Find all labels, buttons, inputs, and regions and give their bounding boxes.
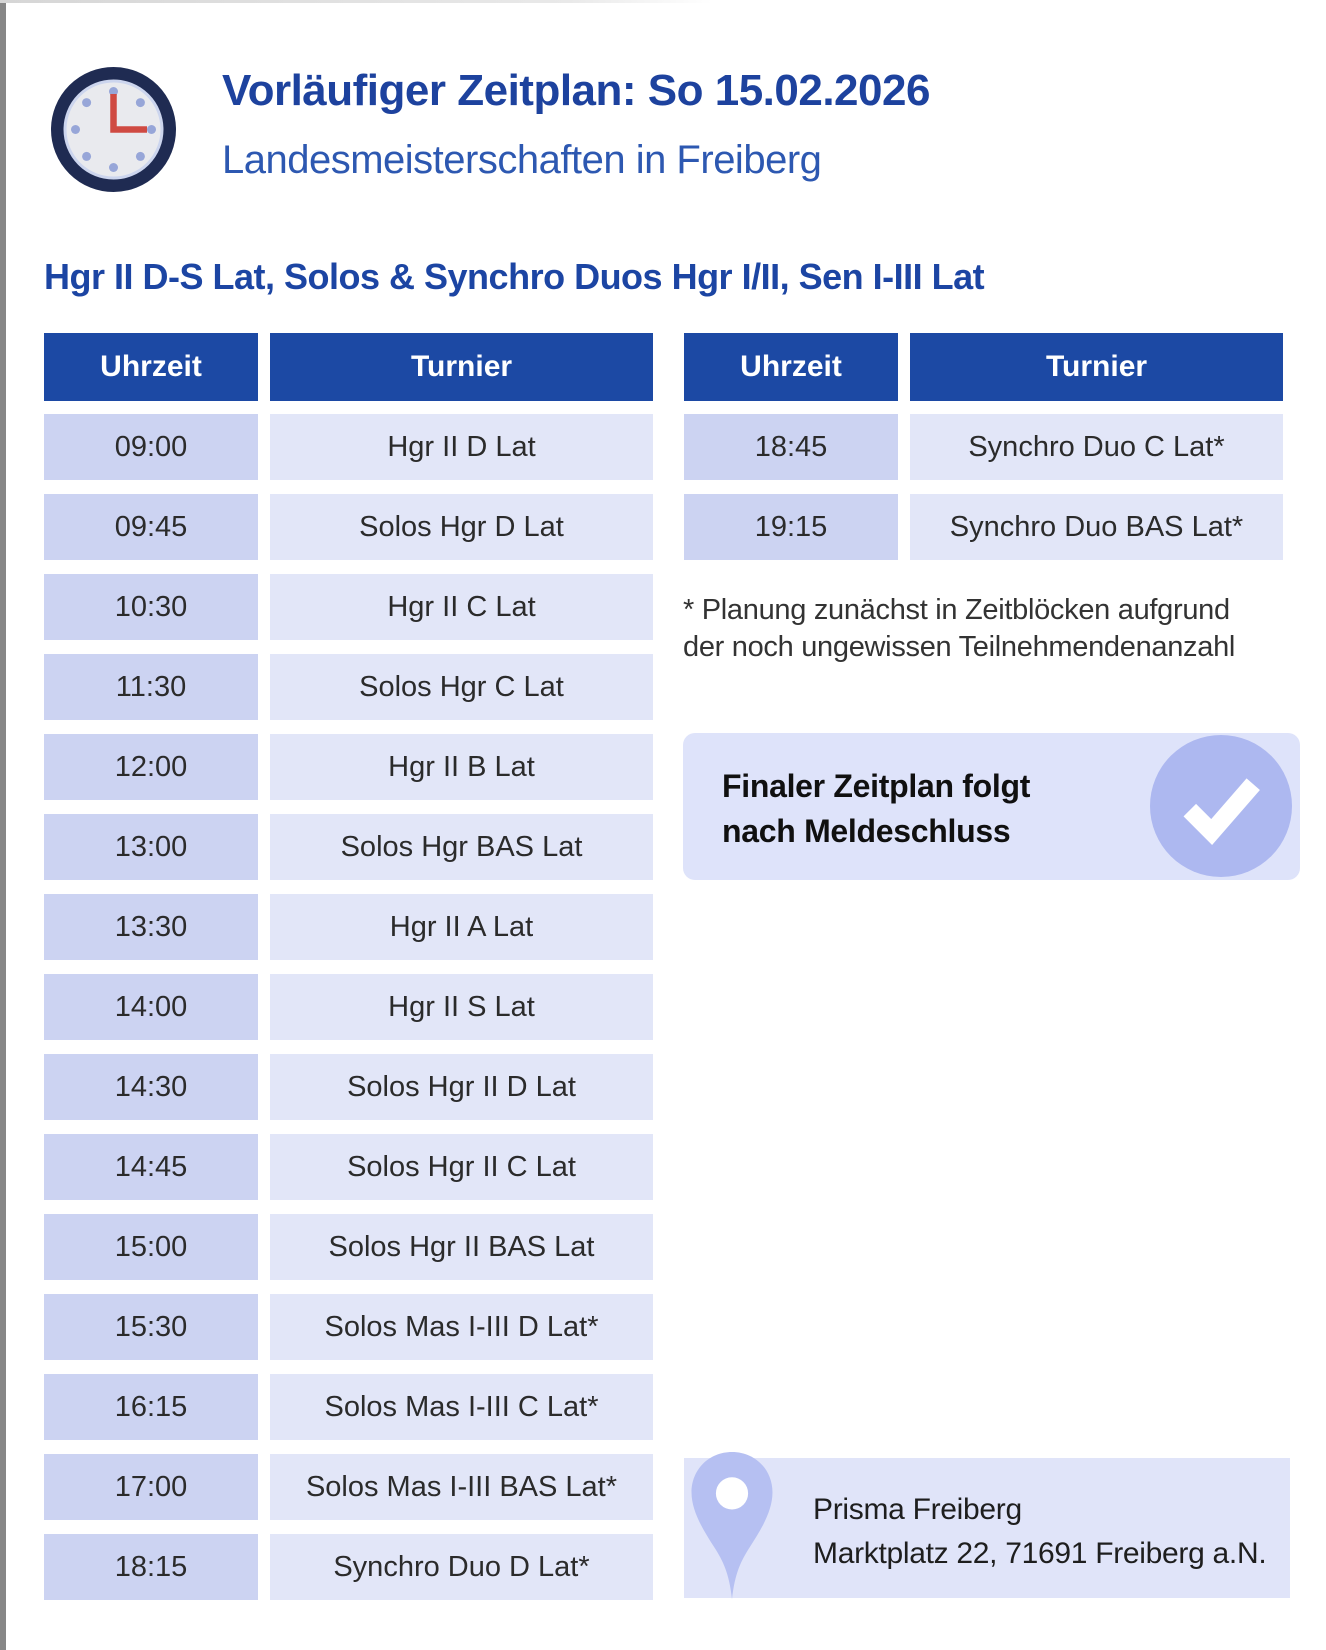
- row-time-cell: 13:00: [44, 814, 258, 880]
- location-pin-icon: [686, 1450, 778, 1602]
- row-time-cell: 11:30: [44, 654, 258, 720]
- row-time-cell: 18:15: [44, 1534, 258, 1600]
- row-time-cell: 14:45: [44, 1134, 258, 1200]
- checkmark-icon: [1150, 735, 1292, 877]
- event-column-header: Turnier: [910, 333, 1283, 401]
- table-header-row: [684, 333, 1283, 401]
- row-event-cell: Solos Hgr D Lat: [270, 494, 653, 560]
- footnote-line-2: der noch ungewissen Teilnehmendenanzahl: [683, 631, 1236, 663]
- table-row: [684, 414, 1283, 480]
- time-column-header: Uhrzeit: [684, 333, 898, 401]
- table-row: [684, 494, 1283, 560]
- page-left-border: [0, 0, 6, 1650]
- row-event-cell: Hgr II A Lat: [270, 894, 653, 960]
- row-time-cell: 12:00: [44, 734, 258, 800]
- table-row: [44, 1214, 653, 1280]
- location-text: [813, 1488, 1266, 1576]
- schedule-table-evening: [684, 333, 1283, 574]
- table-row: [44, 654, 653, 720]
- table-row: [44, 974, 653, 1040]
- clock-icon: [50, 66, 177, 193]
- page-top-border: [0, 0, 712, 3]
- page-subtitle: Landesmeisterschaften in Freiberg: [222, 138, 822, 182]
- row-time-cell: 09:00: [44, 414, 258, 480]
- table-row: [44, 1374, 653, 1440]
- location-address: Marktplatz 22, 71691 Freiberg a.N.: [813, 1537, 1267, 1570]
- footnote-line-1: * Planung zunächst in Zeitblöcken aufgrund: [683, 594, 1230, 626]
- row-time-cell: 09:45: [44, 494, 258, 560]
- table-row: [44, 414, 653, 480]
- row-event-cell: Solos Hgr BAS Lat: [270, 814, 653, 880]
- row-event-cell: Solos Hgr II D Lat: [270, 1054, 653, 1120]
- row-time-cell: 19:15: [684, 494, 898, 560]
- time-column-header: Uhrzeit: [44, 333, 258, 401]
- row-event-cell: Solos Hgr II C Lat: [270, 1134, 653, 1200]
- table-row: [44, 814, 653, 880]
- row-event-cell: Solos Hgr C Lat: [270, 654, 653, 720]
- row-event-cell: Hgr II B Lat: [270, 734, 653, 800]
- row-event-cell: Synchro Duo BAS Lat*: [910, 494, 1283, 560]
- row-event-cell: Solos Mas I-III C Lat*: [270, 1374, 653, 1440]
- row-event-cell: Solos Mas I-III D Lat*: [270, 1294, 653, 1360]
- table-row: [44, 1134, 653, 1200]
- callout-line-1: Finaler Zeitplan folgt: [722, 768, 1031, 804]
- row-event-cell: Hgr II S Lat: [270, 974, 653, 1040]
- row-time-cell: 18:45: [684, 414, 898, 480]
- table-row: [44, 1054, 653, 1120]
- row-time-cell: 15:00: [44, 1214, 258, 1280]
- table-header-row: [44, 333, 653, 401]
- row-event-cell: Hgr II D Lat: [270, 414, 653, 480]
- table-row: [44, 574, 653, 640]
- row-event-cell: Hgr II C Lat: [270, 574, 653, 640]
- location-name: Prisma Freiberg: [813, 1493, 1022, 1526]
- section-heading: Hgr II D-S Lat, Solos & Synchro Duos Hgr I/II, Sen I-III Lat: [44, 256, 985, 297]
- event-column-header: Turnier: [270, 333, 653, 401]
- row-time-cell: 13:30: [44, 894, 258, 960]
- row-time-cell: 14:00: [44, 974, 258, 1040]
- row-event-cell: Synchro Duo C Lat*: [910, 414, 1283, 480]
- row-time-cell: 10:30: [44, 574, 258, 640]
- row-event-cell: Synchro Duo D Lat*: [270, 1534, 653, 1600]
- table-row: [44, 894, 653, 960]
- callout-box: [683, 733, 1300, 880]
- row-event-cell: Solos Mas I-III BAS Lat*: [270, 1454, 653, 1520]
- table-row: [44, 734, 653, 800]
- callout-text: [722, 764, 1030, 854]
- page-title: Vorläufiger Zeitplan: So 15.02.2026: [222, 66, 930, 115]
- row-time-cell: 17:00: [44, 1454, 258, 1520]
- schedule-table-morning: [44, 333, 653, 1614]
- callout-line-2: nach Meldeschluss: [722, 813, 1011, 849]
- table-row: [44, 494, 653, 560]
- row-time-cell: 15:30: [44, 1294, 258, 1360]
- row-event-cell: Solos Hgr II BAS Lat: [270, 1214, 653, 1280]
- row-time-cell: 16:15: [44, 1374, 258, 1440]
- table-row: [44, 1454, 653, 1520]
- table-row: [44, 1294, 653, 1360]
- table-row: [44, 1534, 653, 1600]
- row-time-cell: 14:30: [44, 1054, 258, 1120]
- footnote: [683, 592, 1235, 666]
